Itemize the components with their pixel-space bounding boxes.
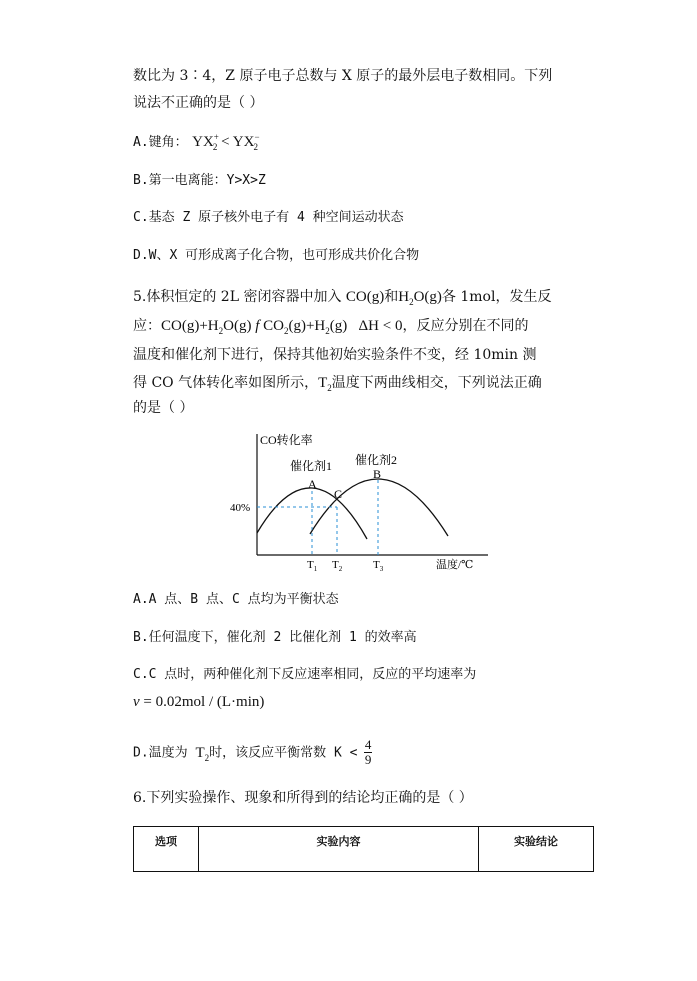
q5-line3: 温度和催化剂下进行，保持其他初始实验条件不变，经 10min 测 <box>133 347 537 363</box>
q6-table <box>133 826 594 872</box>
q5-option-b: B.任何温度下，催化剂 2 比催化剂 1 的效率高 <box>133 630 417 645</box>
table-row <box>134 827 594 872</box>
point-b-label: B <box>373 467 382 481</box>
fraction-four-ninths: $\frac{4}{9}$ <box>364 737 372 767</box>
q5-option-d: D.温度为 $T_2$时，该反应平衡常数 K < $\frac{4}{9}$ <box>133 737 372 767</box>
q5-line2-equation: 应：$CO(g)+H_2O(g)$ f $CO_2(g)+H_2(g)$ ΔH < 0，反应分别在不同的 <box>133 318 529 336</box>
q5-option-a: A.A 点、B 点、C 点均为平衡状态 <box>133 592 339 607</box>
point-c-label: C <box>334 487 343 501</box>
y-axis-label: CO转化率 <box>260 433 313 447</box>
q5-line5: 的是（ ） <box>133 400 194 416</box>
q4-option-a-formula: $YX^+_2 < YX^-_2$ <box>192 132 260 152</box>
q5-line4: 得 CO 气体转化率如图所示，$T_2$温度下两曲线相交，下列说法正确 <box>133 375 542 393</box>
q6-stem: 6.下列实验操作、现象和所得到的结论均正确的是（ ） <box>133 790 473 806</box>
co-conversion-chart <box>220 428 490 576</box>
table-header-content: 实验内容 <box>199 827 479 872</box>
table-header-conclusion: 实验结论 <box>479 827 594 872</box>
q4-option-b: B.第一电离能：Y>X>Z <box>133 173 266 188</box>
q4-option-c: C.基态 Z 原子核外电子有 4 种空间运动状态 <box>133 210 404 225</box>
point-a-label: A <box>308 477 317 491</box>
y-tick-40: 40% <box>230 502 251 514</box>
q4-option-a: A.键角： $YX^+_2 < YX^-_2$ <box>133 132 260 152</box>
q4-option-d: D.W、X 可形成离子化合物，也可形成共价化合物 <box>133 248 420 263</box>
curve-2-label: 催化剂2 <box>355 453 398 467</box>
q4-stem-line1: 数比为 3∶4，Z 原子电子总数与 X 原子的最外层电子数相同。下列 <box>133 68 553 84</box>
q5-option-c-rate: v = 0.02mol / (L·min) <box>133 694 265 710</box>
q5-option-c: C.C 点时，两种催化剂下反应速率相同，反应的平均速率为 <box>133 667 477 682</box>
q4-stem-line2: 说法不正确的是（ ） <box>133 95 264 111</box>
x-tick-t2: $T_2$ <box>332 559 343 573</box>
curve-1-label: 催化剂1 <box>290 459 333 473</box>
x-axis-label: 温度/℃ <box>436 559 474 571</box>
x-tick-t3: $T_3$ <box>373 559 384 573</box>
x-tick-t1: $T_1$ <box>307 559 318 573</box>
q5-line1: 5.体积恒定的 2L 密闭容器中加入 CO(g)和$H_2O(g)$各 1mol，发生反 <box>133 289 552 307</box>
table-header-option: 选项 <box>134 827 199 872</box>
